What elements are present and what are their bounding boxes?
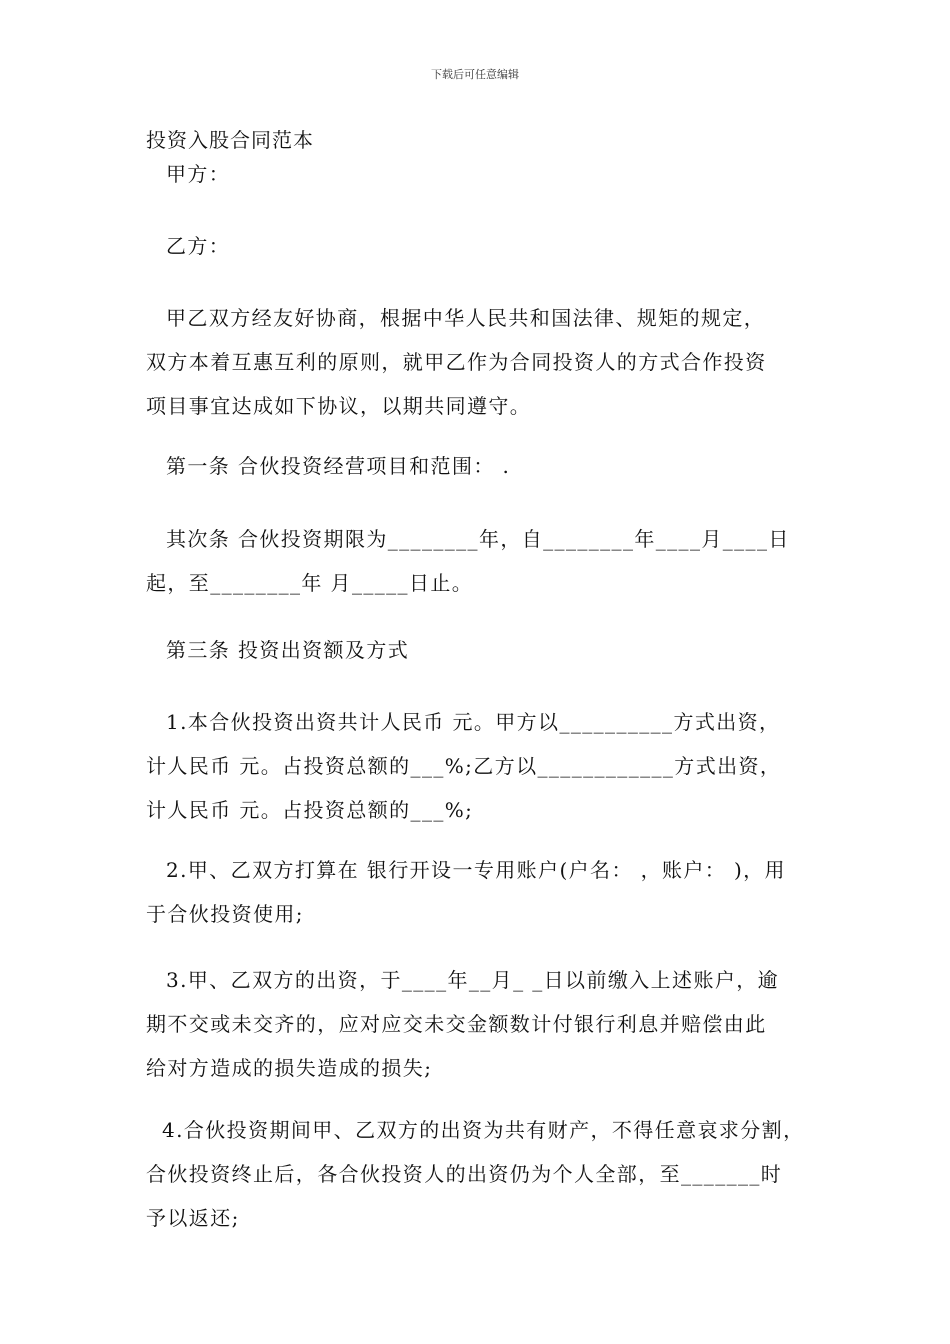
text-line: 计人民币 元。占投资总额的___%;: [146, 798, 474, 822]
article-3: [146, 628, 808, 672]
party-b-label: 乙方：: [166, 234, 231, 258]
party-b-line: [146, 224, 808, 268]
page-header: 下载后可任意编辑: [431, 68, 519, 81]
text-line: 予以返还;: [146, 1206, 240, 1230]
clause-2: [146, 848, 808, 936]
clause-4: [146, 1108, 808, 1240]
text-line: 其次条 合伙投资期限为________年，自________年____月____日: [166, 527, 790, 551]
text-line: 甲乙双方经友好协商，根据中华人民共和国法律、规矩的规定，: [166, 306, 766, 330]
text-line: 3.甲、乙双方的出资，于____年__月_ _日以前缴入上述账户，逾: [166, 968, 780, 992]
document-title: 投资入股合同范本: [146, 128, 314, 152]
text-line: 起，至________年 月_____日止。: [146, 571, 474, 595]
article-2: [146, 517, 808, 605]
text-line: 第三条 投资出资额及方式: [166, 638, 410, 662]
text-line: 项目事宜达成如下协议，以期共同遵守。: [146, 394, 532, 418]
text-line: 给对方造成的损失造成的损失;: [146, 1056, 433, 1080]
text-line: 4.合伙投资期间甲、乙双方的出资为共有财产，不得任意哀求分割，: [162, 1118, 805, 1142]
clause-1: [146, 700, 808, 832]
article-1: [146, 444, 808, 488]
text-line: 双方本着互惠互利的原则，就甲乙作为合同投资人的方式合作投资: [146, 350, 767, 374]
text-line: 计人民币 元。占投资总额的___%;乙方以____________方式出资，: [146, 754, 782, 778]
clause-3: [146, 958, 808, 1090]
text-line: 期不交或未交齐的，应对应交未交金额数计付银行利息并赔偿由此: [146, 1012, 767, 1036]
intro-paragraph: [146, 296, 808, 428]
party-a-line: [146, 152, 808, 196]
text-line: 2.甲、乙双方打算在 银行开设一专用账户(户名： ，账户： )，用: [166, 858, 786, 882]
text-line: 于合伙投资使用;: [146, 902, 304, 926]
text-line: 第一条 合伙投资经营项目和范围： .: [166, 454, 511, 478]
text-line: 1.本合伙投资出资共计人民币 元。甲方以__________方式出资，: [166, 710, 781, 734]
party-a-label: 甲方：: [166, 162, 231, 186]
text-line: 合伙投资终止后，各合伙投资人的出资仍为个人全部，至_______时: [146, 1162, 783, 1186]
